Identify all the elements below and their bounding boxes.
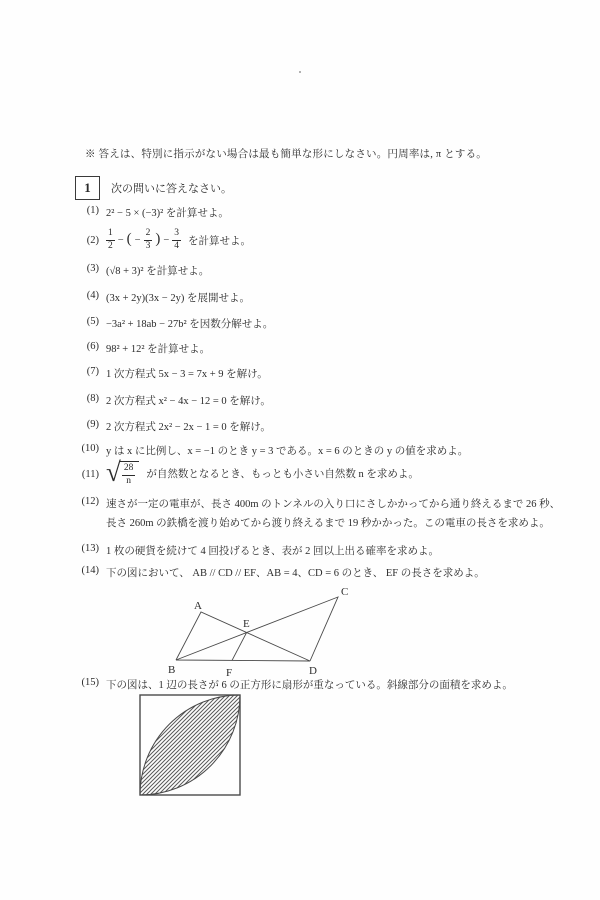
- problem-number: (9): [86, 419, 99, 430]
- problem-text: [106, 229, 251, 251]
- problem-number: (3): [86, 263, 99, 274]
- problem-row-7: [75, 366, 268, 381]
- vertex-label-B: B: [168, 664, 176, 676]
- problem-number: (10): [81, 443, 99, 454]
- open-paren: (: [126, 230, 132, 247]
- operator: −: [163, 234, 170, 246]
- problem-text: 2² − 5 × (−3)² を計算せよ。: [106, 208, 229, 219]
- problem-number: (12): [81, 496, 99, 507]
- problem-number: (15): [81, 677, 99, 688]
- problem-row-8: [75, 393, 271, 408]
- problem-number: (11): [81, 469, 99, 480]
- problem-row-3: [75, 263, 209, 278]
- problem-row-11: [75, 457, 419, 487]
- square-root: [106, 457, 139, 487]
- section-instruction: 次の問いに答えなさい。: [111, 182, 232, 195]
- problem-row-2: [75, 229, 251, 251]
- problem-text: 2 次方程式 2x² − 2x − 1 = 0 を解け。: [106, 422, 271, 433]
- problem-text: −3a² + 18ab − 27b² を因数分解せよ。: [106, 319, 274, 330]
- problem-row-15: [75, 677, 513, 692]
- problem-text: 下の図において、 AB // CD // EF、AB = 4、CD = 6 のとき、 EF の長さを求めよ。: [106, 568, 485, 579]
- problem-number: (6): [86, 341, 99, 352]
- problem-text: (√8 + 3)² を計算せよ。: [106, 266, 210, 277]
- radical-sign: √: [106, 457, 121, 487]
- problem-row-5: [75, 316, 273, 331]
- problem-number: (14): [81, 565, 99, 576]
- problem-tail-text: を計算せよ。: [188, 235, 252, 247]
- fraction: $\frac{28}{n}$: [123, 463, 134, 486]
- figure-triangles: [158, 584, 362, 682]
- fraction: $\frac{2}{3}$: [145, 228, 151, 251]
- problem-row-12: [75, 496, 560, 533]
- problem-row-4: [75, 290, 250, 305]
- problem-text: y は x に比例し、x = −1 のとき y = 3 である。x = 6 のときの y の値を求めよ。: [106, 446, 469, 457]
- problem-tail-text: が自然数となるとき、もっとも小さい自然数 n を求めよ。: [146, 469, 419, 480]
- operator: −: [117, 234, 124, 246]
- vertex-label-C: C: [341, 586, 349, 598]
- problem-text: 1 枚の硬貨を続けて 4 回投げるとき、表が 2 回以上出る確率を求めよ。: [106, 546, 439, 557]
- problem-number: (13): [81, 543, 99, 554]
- problem-text: 98² + 12² を計算せよ。: [106, 344, 211, 355]
- problem-text: [106, 496, 560, 533]
- problem-row-14: [75, 565, 485, 580]
- problem-number: (5): [86, 316, 99, 327]
- segment-EF: [232, 633, 247, 661]
- problem-row-10: [75, 443, 468, 458]
- vertex-label-E: E: [243, 618, 250, 630]
- problem-text: (3x + 2y)(3x − 2y) を展開せよ。: [106, 293, 250, 304]
- answer-note: ※ 答えは、特別に指示がない場合は最も簡単な形にしなさい。円周率は, π とする。: [85, 149, 487, 160]
- fraction: $\frac{3}{4}$: [174, 228, 180, 251]
- vertex-label-A: A: [194, 600, 202, 612]
- close-paren: ): [155, 230, 161, 247]
- problem-text: 1 次方程式 5x − 3 = 7x + 9 を解け。: [106, 369, 268, 380]
- problem-text-line-2: 長さ 260m の鉄橋を渡り始めてから渡り終えるまで 19 秒かかった。この電車の長さを求めよ。: [106, 517, 550, 529]
- minus-sign: −: [134, 234, 141, 246]
- hatched-lens-region: [140, 695, 240, 795]
- vertex-label-D: D: [309, 665, 317, 677]
- problem-number: (8): [86, 393, 99, 404]
- problem-text: [106, 457, 419, 487]
- problem-number: (1): [86, 205, 99, 216]
- scan-speck: [299, 71, 301, 73]
- section-number-box: 1: [75, 176, 100, 200]
- problem-number: (7): [86, 366, 99, 377]
- problem-row-9: [75, 419, 271, 434]
- problem-row-1: [75, 205, 229, 220]
- problem-number: (2): [86, 235, 99, 246]
- problem-text: 2 次方程式 x² − 4x − 12 = 0 を解け。: [106, 396, 271, 407]
- fraction: 1 2: [108, 228, 113, 251]
- problem-row-13: [75, 543, 439, 558]
- problem-row-6: [75, 341, 210, 356]
- problem-text: 下の図は、1 辺の長さが 6 の正方形に扇形が重なっている。斜線部分の面積を求めよ。: [106, 680, 513, 691]
- problem-number: (4): [86, 290, 99, 301]
- problem-text-line-1: 速さが一定の電車が、長さ 400m のトンネルの入り口にさしかかってから通り終えるまで 26 秒、: [106, 499, 561, 510]
- figure-square-lens: [139, 694, 241, 796]
- section-header: [75, 175, 232, 200]
- vertex-label-F: F: [226, 667, 233, 679]
